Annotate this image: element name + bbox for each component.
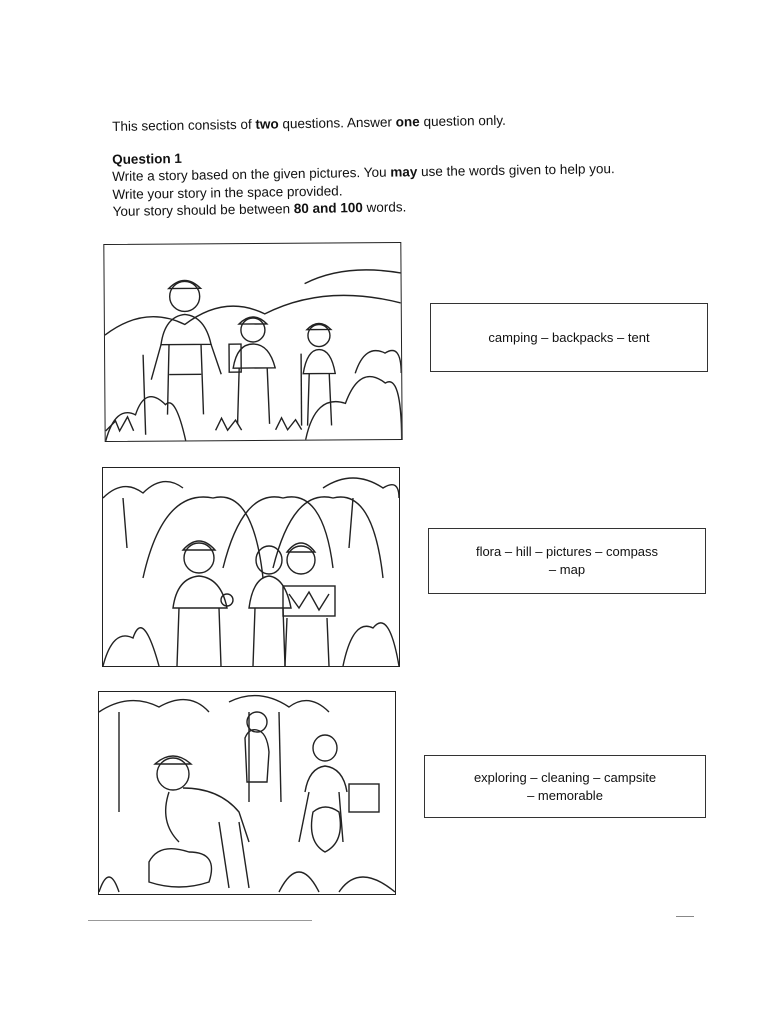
word-box-3-line-2: – memorable xyxy=(527,787,603,803)
instruction-line-2: Write your story in the space provided. xyxy=(112,182,343,202)
intro-text-3: question only. xyxy=(419,112,506,130)
footer-line xyxy=(88,920,312,921)
instruction-bold-may: may xyxy=(390,164,418,180)
word-box-2 xyxy=(428,528,706,594)
tents-illustration-icon xyxy=(103,468,399,666)
instruction-line-3-a: Your story should be between xyxy=(112,201,294,219)
instruction-line-1-b: use the words given to help you. xyxy=(417,161,615,180)
word-box-3 xyxy=(424,755,706,818)
section-instructions xyxy=(112,112,506,136)
cleaning-illustration-icon xyxy=(99,692,395,894)
word-box-2-line-2: – map xyxy=(548,562,586,577)
word-box-1 xyxy=(430,303,708,372)
footer-mark xyxy=(676,916,694,917)
picture-tents xyxy=(102,467,400,667)
word-box-2-line-1: flora – hill – pictures – compass xyxy=(475,544,659,559)
instruction-line-1-a: Write a story based on the given pictures. You xyxy=(112,164,391,184)
picture-cleaning xyxy=(98,691,396,895)
word-box-3-line-1: exploring – cleaning – campsite xyxy=(473,769,657,785)
intro-bold-one: one xyxy=(395,114,420,130)
intro-text-1: This section consists of xyxy=(112,116,256,134)
instruction-line-3-b: words. xyxy=(362,199,407,216)
picture-hikers xyxy=(103,242,402,442)
intro-text-2: questions. Answer xyxy=(278,114,396,132)
word-box-1-line-1: camping – backpacks – tent xyxy=(488,329,650,345)
question-heading: Question 1 xyxy=(112,150,182,167)
question-instructions xyxy=(112,159,713,221)
hikers-illustration-icon xyxy=(104,243,401,441)
intro-bold-two: two xyxy=(255,116,279,132)
instruction-bold-word-count: 80 and 100 xyxy=(293,200,363,217)
